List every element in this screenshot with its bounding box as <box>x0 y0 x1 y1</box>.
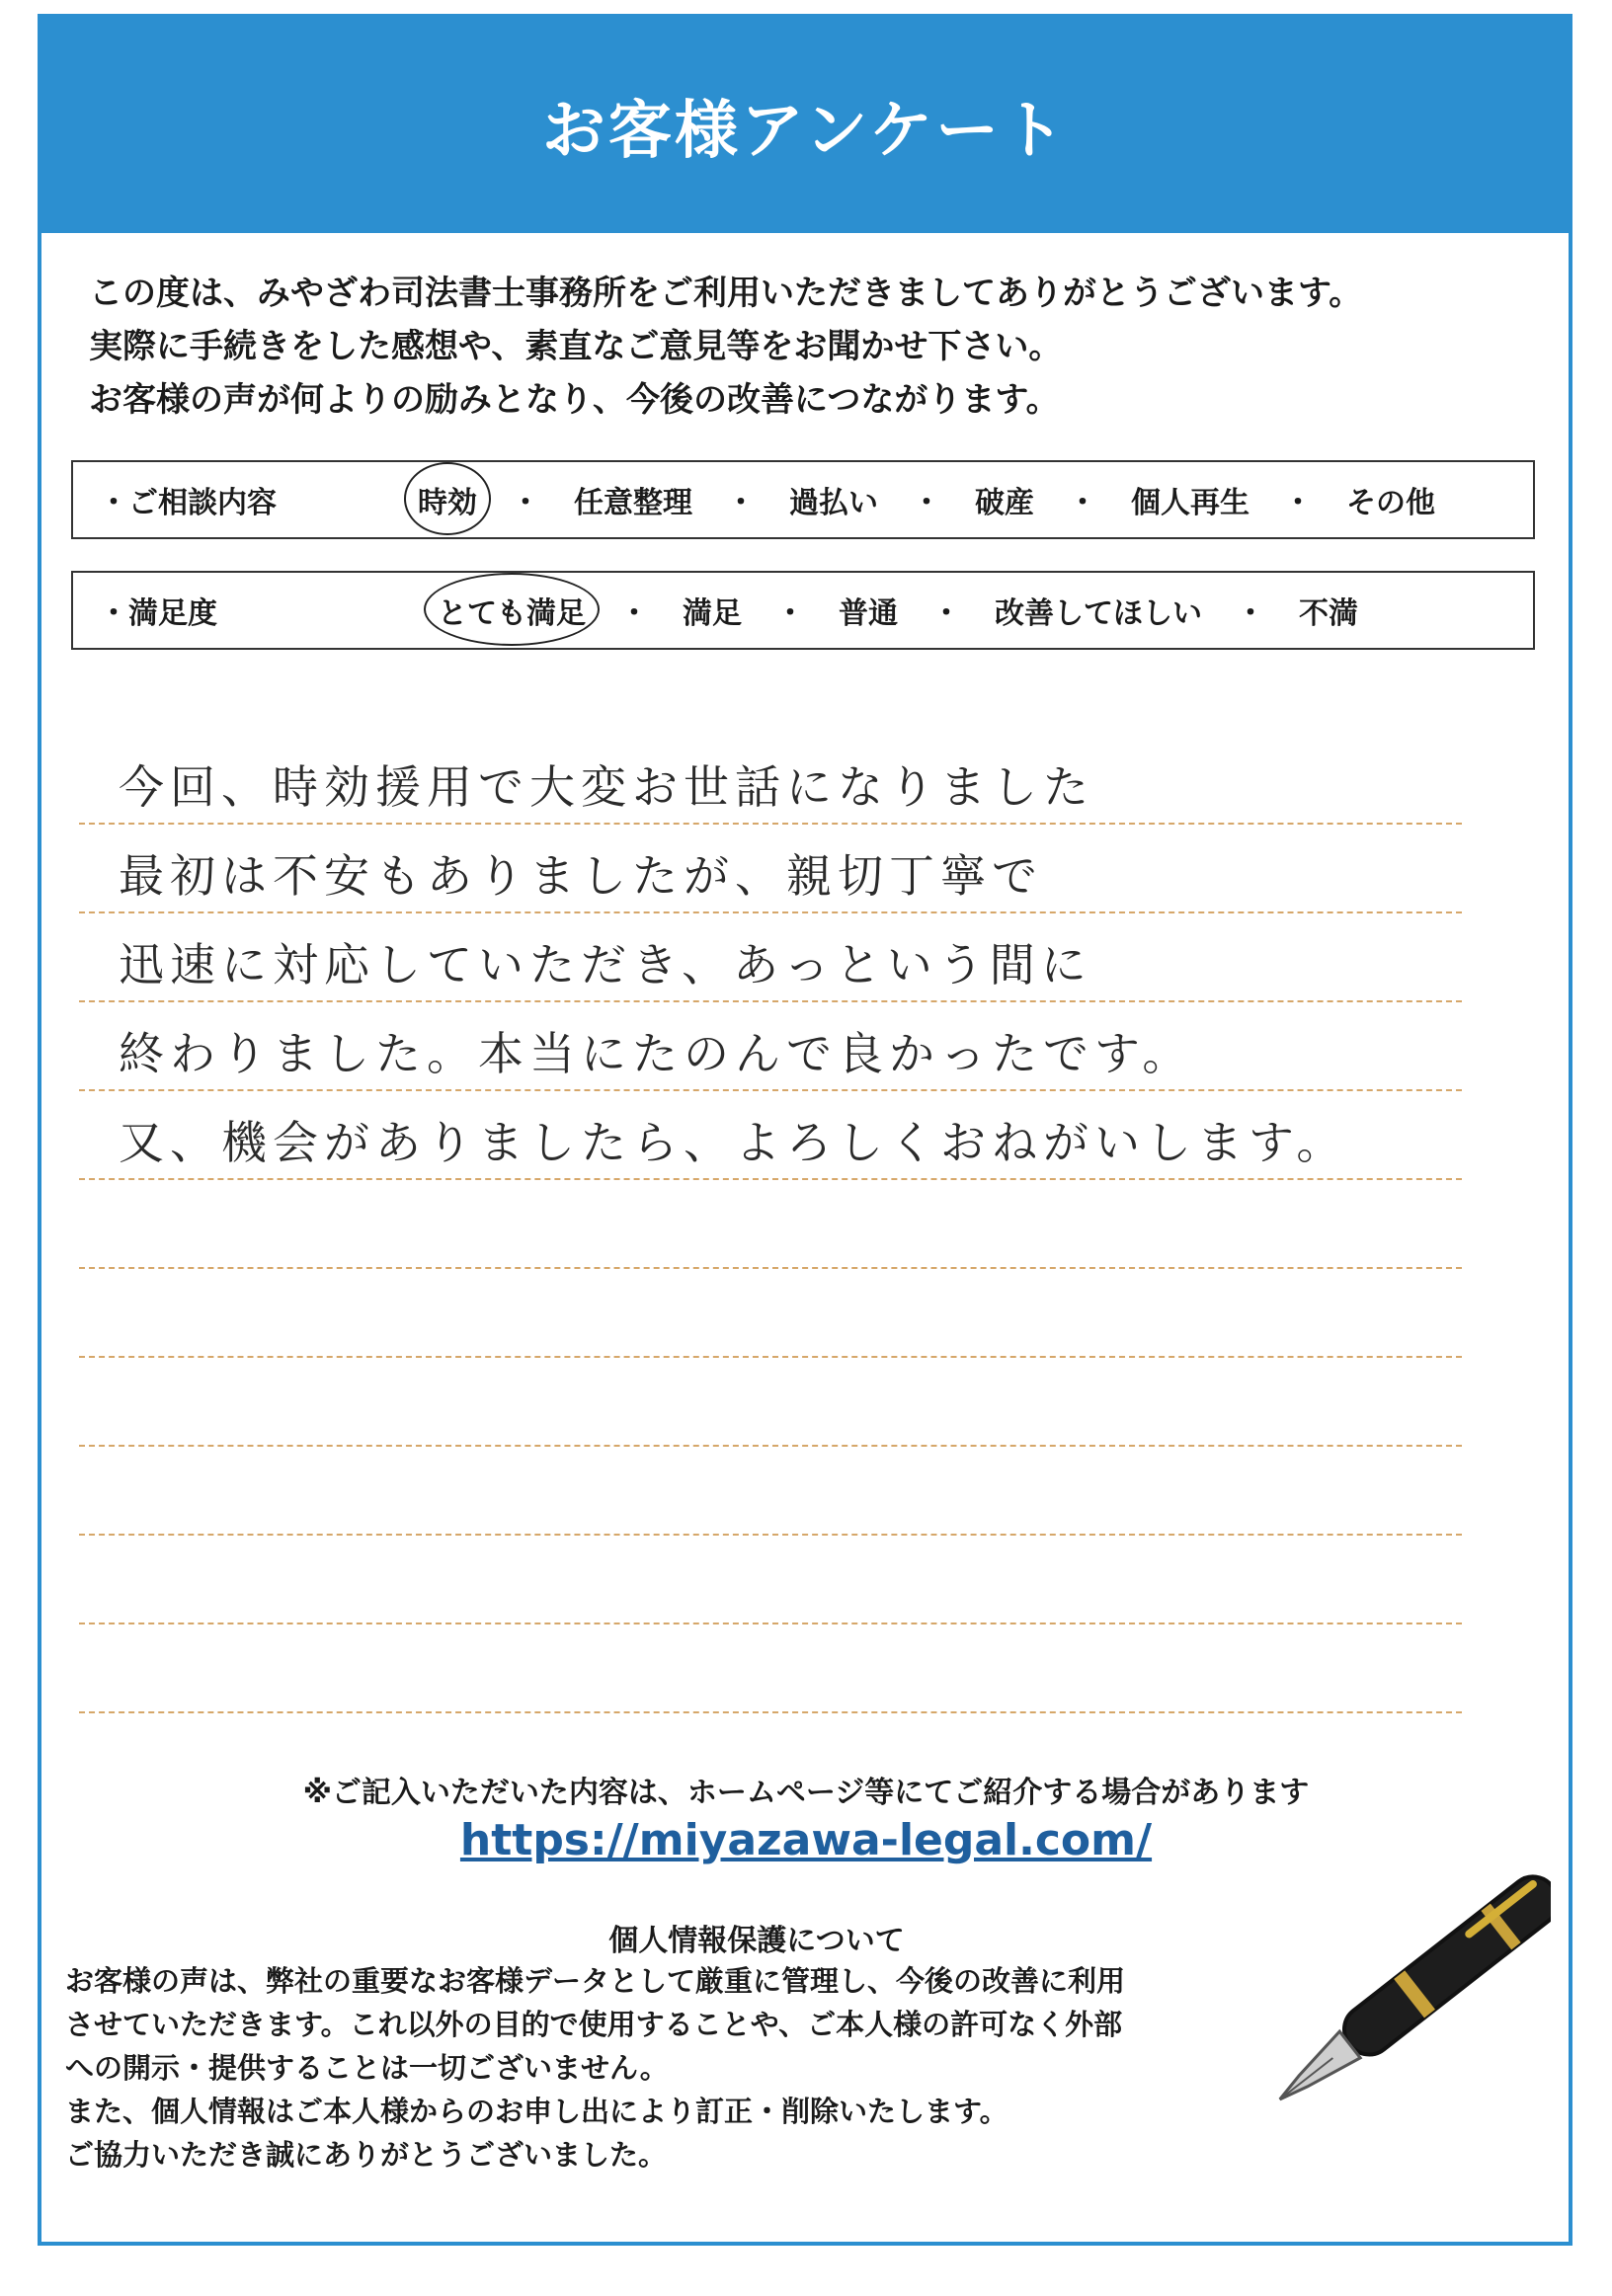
selected-circle-mark <box>424 573 600 646</box>
comment-line <box>79 1269 1462 1358</box>
privacy-line: ご協力いただき誠にありがとうございました。 <box>65 2138 668 2172</box>
comment-line <box>79 825 1462 913</box>
satisfaction-option-very[interactable]: とても満足 <box>434 589 590 632</box>
comment-line <box>79 1180 1462 1269</box>
comment-area <box>79 736 1462 1713</box>
comment-line <box>79 1536 1462 1624</box>
intro-line: お客様の声が何よりの励みとなり、今後の改善につながります。 <box>89 380 1060 420</box>
privacy-text <box>65 1959 1125 2177</box>
selected-circle-mark <box>404 462 491 535</box>
page-title: お客様アンケート <box>541 95 1069 168</box>
consultation-box <box>71 460 1535 539</box>
comment-line <box>79 913 1462 1002</box>
handwritten-text: 今回、時効援用で大変お世話になりました <box>119 760 1094 814</box>
handwritten-text: 又、機会がありましたら、よろしくおねがいします。 <box>119 1116 1348 1169</box>
website-link[interactable]: https://miyazawa-legal.com/ <box>459 1815 1153 1865</box>
header-banner <box>41 18 1569 233</box>
handwritten-text: 最初は不安もありましたが、親切丁寧で <box>119 849 1043 903</box>
satisfaction-option-dissatisfied[interactable]: 不満 <box>1299 596 1358 631</box>
consultation-option-other[interactable]: その他 <box>1346 486 1435 520</box>
consultation-option-hasan[interactable]: 破産 <box>975 486 1034 520</box>
handwritten-text: 終わりました。本当にたのんで良かったです。 <box>119 1027 1194 1080</box>
intro-text <box>89 267 1362 427</box>
satisfaction-option-satisfied[interactable]: 満足 <box>683 596 742 631</box>
privacy-line: また、個人情報はご本人様からのお申し出により訂正・削除いたします。 <box>65 2095 1008 2128</box>
intro-line: この度は、みやざわ司法書士事務所をご利用いただきましてありがとうございます。 <box>89 274 1363 313</box>
comment-line <box>79 1091 1462 1180</box>
privacy-line: お客様の声は、弊社の重要なお客様データとして厳重に管理し、今後の改善に利用 <box>65 1964 1126 1998</box>
consultation-option-kabarai[interactable]: 過払い <box>789 486 878 520</box>
satisfaction-box <box>71 571 1535 650</box>
satisfaction-options: とても満足 ・ 満足 ・ 普通 ・ 改善してほしい ・ 不満 <box>434 589 1362 632</box>
consultation-label: ・ご相談内容 <box>99 486 277 520</box>
consultation-option-jiko[interactable]: 時効 <box>414 478 481 521</box>
consultation-option-kojin[interactable]: 個人再生 <box>1131 486 1249 520</box>
consultation-options: 時効 ・ 任意整理 ・ 過払い ・ 破産 ・ 個人再生 ・ その他 <box>414 478 1439 521</box>
consultation-option-nini[interactable]: 任意整理 <box>574 486 692 520</box>
comment-line <box>79 1002 1462 1091</box>
comment-line <box>79 1624 1462 1713</box>
satisfaction-option-improve[interactable]: 改善してほしい <box>995 596 1202 631</box>
privacy-line: への開示・提供することは一切ございません。 <box>65 2051 669 2085</box>
satisfaction-label: ・満足度 <box>99 596 217 631</box>
comment-line <box>79 1447 1462 1536</box>
handwritten-text: 迅速に対応していただき、あっという間に <box>119 938 1092 991</box>
fountain-pen-icon <box>1254 1832 1551 2168</box>
intro-line: 実際に手続きをした感想や、素直なご意見等をお聞かせ下さい。 <box>89 327 1063 366</box>
satisfaction-option-normal[interactable]: 普通 <box>839 596 898 631</box>
privacy-title: 個人情報保護について <box>608 1924 905 1958</box>
comment-line <box>79 1358 1462 1447</box>
privacy-line: させていただきます。これ以外の目的で使用することや、ご本人様の許可なく外部 <box>65 2008 1123 2041</box>
publication-notice: ※ご記入いただいた内容は、ホームページ等にてご紹介する場合があります <box>302 1776 1310 1810</box>
comment-line <box>79 736 1462 825</box>
